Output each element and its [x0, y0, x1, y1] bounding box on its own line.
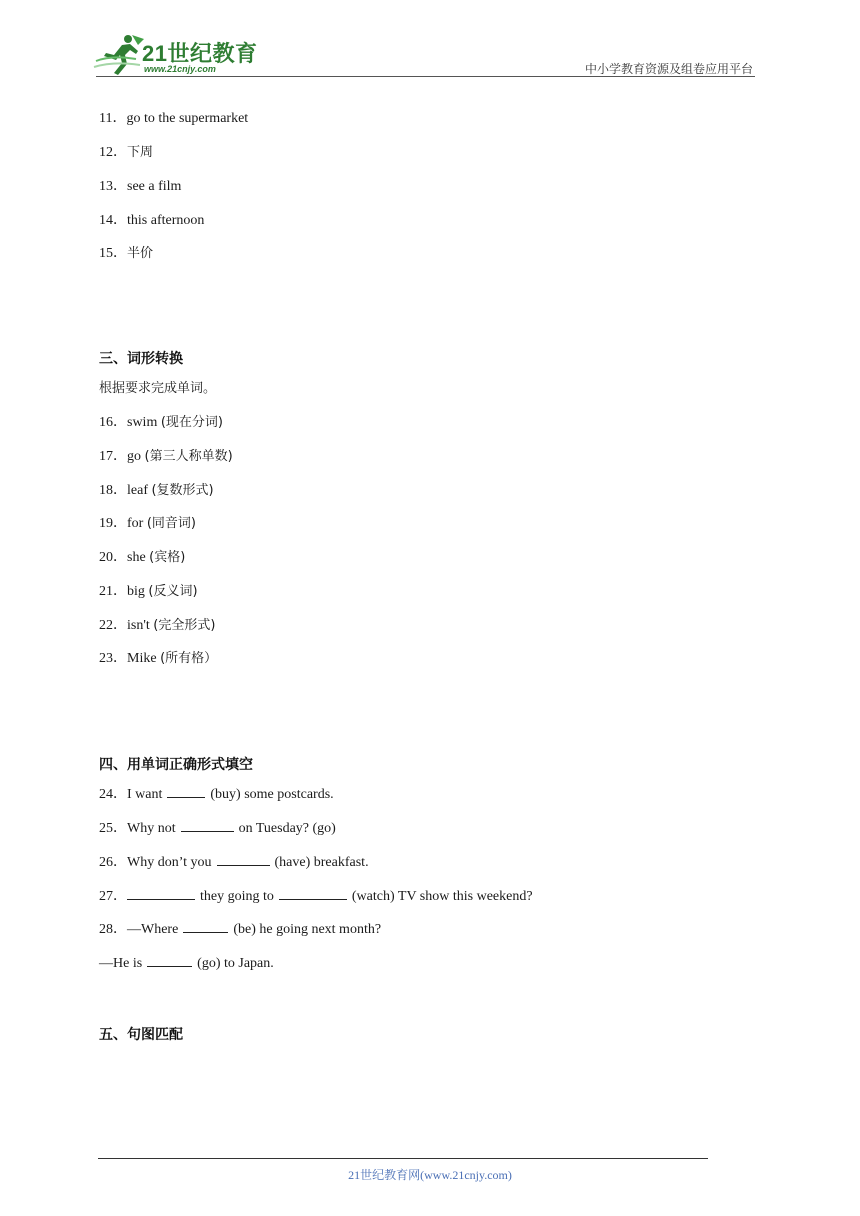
question-number: 19． — [99, 516, 127, 531]
question-24 — [99, 783, 334, 803]
question-text-after: (buy) some postcards. — [210, 787, 334, 802]
question-20 — [99, 546, 185, 566]
question-number: 14． — [99, 213, 127, 228]
question-word: Mike — [127, 651, 157, 666]
question-text-before: I want — [127, 787, 163, 802]
section-title-sentence-picture-match: 五、句图匹配 — [99, 1027, 183, 1043]
question-hint: (反义词) — [148, 584, 198, 599]
question-18 — [99, 479, 214, 499]
question-hint: (所有格） — [160, 651, 218, 666]
question-number: 18． — [99, 483, 127, 498]
question-number: 12． — [99, 145, 127, 160]
question-16 — [99, 411, 223, 431]
question-15 — [99, 242, 153, 262]
question-word: big — [127, 584, 145, 599]
question-text: see a film — [127, 179, 182, 194]
question-number: 27． — [99, 889, 127, 904]
answer-blank[interactable] — [127, 885, 195, 900]
question-text: go to the supermarket — [126, 111, 249, 126]
question-text: 下周 — [127, 145, 154, 160]
logo-url: www.21cnjy.com — [144, 64, 216, 74]
answer-blank[interactable] — [183, 918, 228, 933]
question-word: go — [127, 449, 141, 464]
question-text-before: —He is — [99, 956, 143, 971]
question-number: 11． — [99, 111, 127, 126]
footer-link[interactable]: 21世纪教育网(www.21cnjy.com) — [348, 1168, 512, 1182]
question-text-after: (be) he going next month? — [233, 922, 382, 937]
header-platform-text: 中小学教育资源及组卷应用平台 — [584, 62, 753, 76]
question-word: swim — [127, 415, 158, 430]
section-instruction: 根据要求完成单词。 — [99, 381, 217, 396]
question-text-before: —Where — [127, 922, 179, 937]
question-25 — [99, 817, 336, 837]
question-text: 半价 — [127, 246, 154, 261]
answer-blank[interactable] — [147, 952, 192, 967]
answer-blank[interactable] — [279, 885, 347, 900]
question-number: 20． — [99, 550, 127, 565]
question-number: 16． — [99, 415, 127, 430]
question-text: this afternoon — [127, 213, 205, 228]
question-text-after: (have) breakfast. — [274, 855, 369, 870]
question-word: she — [127, 550, 146, 565]
question-word: for — [127, 516, 144, 531]
question-11 — [99, 107, 248, 127]
question-13 — [99, 175, 181, 195]
answer-blank[interactable] — [217, 851, 270, 866]
question-text-after: on Tuesday? (go) — [238, 821, 336, 836]
runner-logo-icon — [92, 33, 148, 77]
question-number: 24． — [99, 787, 127, 802]
answer-blank[interactable] — [181, 817, 234, 832]
question-word: isn't — [127, 618, 150, 633]
question-19 — [99, 512, 196, 532]
question-17 — [99, 445, 233, 465]
question-number: 28． — [99, 922, 127, 937]
footer-divider — [98, 1158, 708, 1159]
question-hint: (完全形式) — [153, 618, 216, 633]
question-number: 21． — [99, 584, 127, 599]
question-12 — [99, 141, 153, 161]
question-number: 17． — [99, 449, 127, 464]
question-hint: (复数形式) — [151, 483, 214, 498]
question-text-before: Why don’t you — [127, 855, 212, 870]
question-21 — [99, 580, 198, 600]
page-header — [0, 0, 860, 80]
question-number: 23． — [99, 651, 127, 666]
question-hint: (同音词) — [146, 516, 196, 531]
question-27 — [99, 885, 533, 905]
question-hint: (第三人称单数) — [144, 449, 233, 464]
question-hint: (宾格) — [149, 550, 186, 565]
question-text-mid: they going to — [200, 889, 274, 904]
brand-logo — [92, 33, 262, 77]
header-divider — [96, 76, 755, 77]
question-number: 13． — [99, 179, 127, 194]
section-title-fill-blanks: 四、用单词正确形式填空 — [99, 757, 253, 773]
question-number: 26． — [99, 855, 127, 870]
question-28-response — [99, 952, 274, 972]
question-14 — [99, 209, 204, 229]
question-number: 15． — [99, 246, 127, 261]
logo-title: 21世纪教育 — [142, 41, 258, 66]
question-text-after: (watch) TV show this weekend? — [351, 889, 533, 904]
question-hint: (现在分词) — [160, 415, 223, 430]
section-title-word-forms: 三、词形转换 — [99, 351, 183, 367]
question-word: leaf — [127, 483, 148, 498]
question-28 — [99, 918, 381, 938]
question-number: 22． — [99, 618, 127, 633]
question-23 — [99, 647, 217, 667]
question-26 — [99, 851, 369, 871]
answer-blank[interactable] — [167, 783, 205, 798]
question-text-after: (go) to Japan. — [197, 956, 274, 971]
question-number: 25． — [99, 821, 127, 836]
question-text-before: Why not — [127, 821, 176, 836]
question-22 — [99, 614, 215, 634]
